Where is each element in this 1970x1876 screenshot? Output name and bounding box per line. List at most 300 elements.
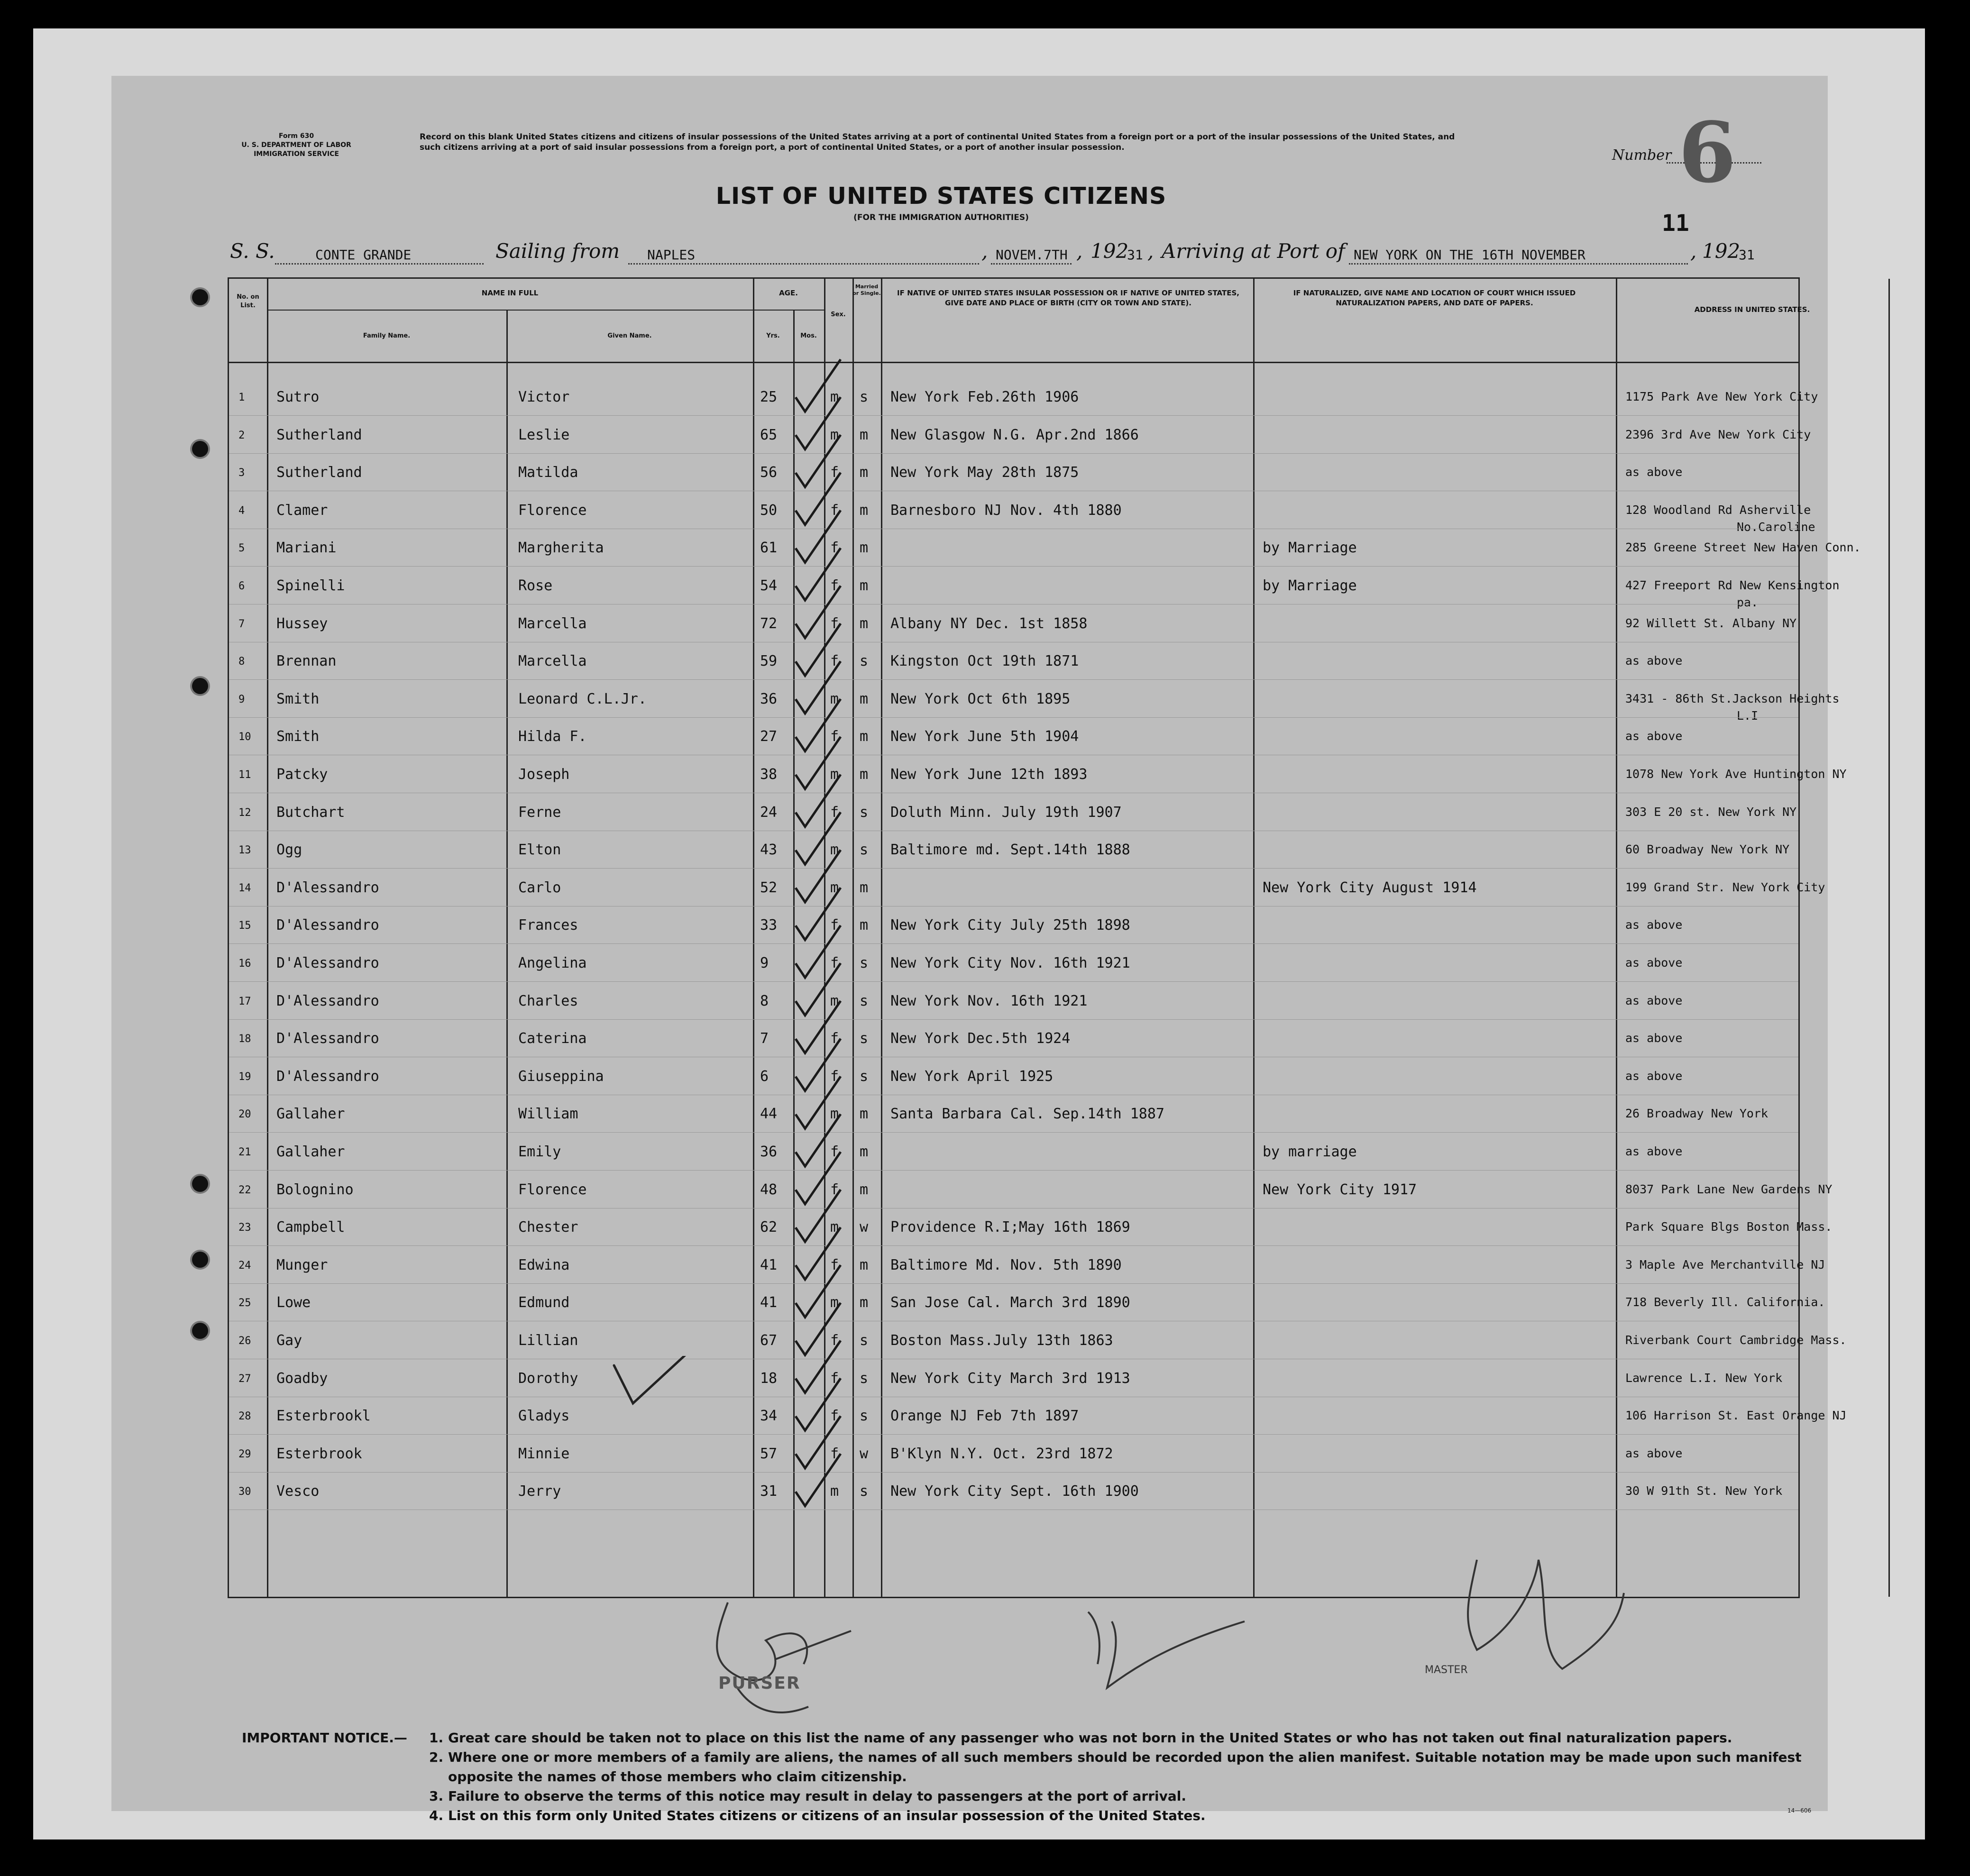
- given-name: Charles: [518, 992, 578, 1009]
- punch-hole: [192, 1252, 208, 1268]
- punch-hole: [192, 678, 208, 694]
- given-name: Ferne: [518, 804, 561, 821]
- given-name: Gladys: [518, 1408, 570, 1425]
- age-years: 41: [760, 1256, 778, 1273]
- year2-prefix: 192: [1702, 239, 1741, 263]
- age-years: 59: [760, 653, 778, 670]
- given-name: Marcella: [518, 615, 587, 632]
- row-number: 18: [238, 1033, 251, 1045]
- age-years: 61: [760, 540, 778, 557]
- age-years: 25: [760, 389, 778, 405]
- table-row: [229, 1171, 1833, 1209]
- address-line-2: L.I: [1737, 708, 1759, 723]
- sex: f: [830, 1445, 839, 1462]
- table-row: [229, 831, 1798, 869]
- notice-text: Where one or more members of a family are aliens, the names of all such members should be recorded upon the alien manifest. Suitable notation may be made upon such manifest opposite the names of those members who claim citizenship.: [448, 1749, 1802, 1784]
- marital-status: m: [860, 690, 869, 707]
- age-years: 33: [760, 917, 778, 934]
- form-number: Form 630: [278, 132, 314, 140]
- birth-place-date: Albany NY Dec. 1st 1858: [890, 615, 1088, 632]
- notice-text: Failure to observe the terms of this notice may result in delay to passengers at the port of arrival.: [448, 1788, 1187, 1804]
- row-number: 10: [238, 731, 251, 743]
- row-number: 25: [238, 1297, 251, 1309]
- age-years: 72: [760, 615, 778, 632]
- age-years: 24: [760, 804, 778, 821]
- row-number: 13: [238, 844, 251, 857]
- given-name: Edmund: [518, 1294, 570, 1311]
- address: 92 Willett St. Albany NY: [1625, 616, 1797, 630]
- birth-place-date: Baltimore md. Sept.14th 1888: [890, 842, 1130, 859]
- sex: f: [830, 1256, 839, 1273]
- table-row: [229, 982, 1798, 1020]
- marital-status: m: [860, 879, 869, 896]
- sex: m: [830, 1219, 839, 1236]
- purser-stamp: PURSER: [718, 1674, 801, 1693]
- table-row: [229, 1058, 1798, 1096]
- address: as above: [1625, 1144, 1683, 1158]
- address: Riverbank Court Cambridge Mass.: [1625, 1333, 1847, 1347]
- sex: f: [830, 1408, 839, 1425]
- sex: f: [830, 653, 839, 670]
- family-name: Sutro: [276, 389, 320, 405]
- address: 1078 New York Ave Huntington NY: [1625, 767, 1847, 781]
- row-number: 4: [238, 504, 245, 517]
- address: as above: [1625, 1446, 1683, 1460]
- age-years: 6: [760, 1068, 769, 1085]
- age-years: 48: [760, 1181, 778, 1198]
- birth-place-date: New York Feb.26th 1906: [890, 389, 1079, 405]
- marital-status: m: [860, 917, 869, 934]
- marital-status: m: [860, 615, 869, 632]
- address: as above: [1625, 1031, 1683, 1045]
- header-given-name: Given Name.: [607, 332, 652, 339]
- sex: f: [830, 1030, 839, 1047]
- given-name: Frances: [518, 917, 578, 934]
- table-row: [229, 454, 1798, 492]
- family-name: Butchart: [276, 804, 345, 821]
- header-address: ADDRESS IN UNITED STATES.: [1694, 305, 1810, 314]
- birth-place-date: New York City July 25th 1898: [890, 917, 1130, 934]
- given-name: Emily: [518, 1144, 561, 1160]
- marital-status: s: [860, 1332, 869, 1349]
- notice-text: List on this form only United States citizens or citizens of an insular possession of the United States.: [448, 1808, 1206, 1823]
- given-name: Matilda: [518, 464, 578, 481]
- row-number: 8: [238, 656, 245, 668]
- row-number: 29: [238, 1448, 251, 1460]
- ship-underline: [275, 263, 484, 265]
- header-yrs: Yrs.: [766, 332, 780, 339]
- address: as above: [1625, 993, 1683, 1007]
- given-name: Joseph: [518, 766, 570, 783]
- address: 427 Freeport Rd New Kensington: [1625, 578, 1840, 592]
- marital-status: s: [860, 1408, 869, 1425]
- age-years: 67: [760, 1332, 778, 1349]
- address: 3431 - 86th St.Jackson Heights: [1625, 691, 1840, 705]
- age-years: 54: [760, 577, 778, 594]
- given-name: Leslie: [518, 426, 570, 443]
- family-name: Brennan: [276, 653, 337, 670]
- service-name: IMMIGRATION SERVICE: [254, 150, 339, 158]
- address: as above: [1625, 654, 1683, 668]
- table-row: [229, 756, 1847, 794]
- table-row: [229, 906, 1798, 944]
- family-name: Smith: [276, 728, 320, 745]
- table-row: [229, 605, 1798, 643]
- table-row: [229, 1095, 1798, 1133]
- family-name: Gallaher: [276, 1106, 345, 1123]
- given-name: Dorothy: [518, 1370, 578, 1387]
- address: as above: [1625, 918, 1683, 932]
- address: Park Square Blgs Boston Mass.: [1625, 1220, 1833, 1234]
- marital-status: s: [860, 804, 869, 821]
- sex: m: [830, 992, 839, 1009]
- age-years: 41: [760, 1294, 778, 1311]
- given-name: Florence: [518, 502, 587, 519]
- given-name: Elton: [518, 842, 561, 859]
- given-name: Florence: [518, 1181, 587, 1198]
- table-row: [229, 718, 1798, 756]
- row-number: 22: [238, 1184, 251, 1196]
- age-years: 7: [760, 1030, 769, 1047]
- age-years: 38: [760, 766, 778, 783]
- marital-status: m: [860, 1181, 869, 1198]
- header-sex: Sex.: [831, 311, 846, 318]
- birth-place-date: New York City Sept. 16th 1900: [890, 1483, 1139, 1500]
- sex: m: [830, 879, 839, 896]
- birth-place-date: B'Klyn N.Y. Oct. 23rd 1872: [890, 1445, 1113, 1462]
- age-years: 44: [760, 1106, 778, 1123]
- voyage-line: [230, 239, 1828, 268]
- page-subtitle: (FOR THE IMMIGRATION AUTHORITIES): [853, 213, 1029, 222]
- table-row: [229, 1284, 1825, 1322]
- given-name: Angelina: [518, 955, 587, 971]
- year-prefix: 192: [1090, 239, 1129, 263]
- marital-status: s: [860, 955, 869, 971]
- birth-place-date: New York April 1925: [890, 1068, 1054, 1085]
- given-name: Edwina: [518, 1256, 570, 1273]
- given-name: William: [518, 1106, 578, 1123]
- family-name: D'Alessandro: [276, 992, 379, 1009]
- address: 285 Greene Street New Haven Conn.: [1625, 540, 1861, 555]
- family-name: Mariani: [276, 540, 337, 557]
- punch-hole: [192, 1323, 208, 1339]
- header-family-name: Family Name.: [363, 332, 411, 339]
- age-years: 27: [760, 728, 778, 745]
- table-row: [229, 1208, 1833, 1246]
- family-name: Gay: [276, 1332, 302, 1349]
- form-code: 14—606: [1787, 1807, 1812, 1814]
- row-number: 19: [238, 1071, 251, 1083]
- header-age: AGE.: [779, 289, 798, 297]
- table-row: [229, 1133, 1798, 1171]
- family-name: Sutherland: [276, 464, 362, 481]
- family-name: Campbell: [276, 1219, 345, 1236]
- punch-hole: [192, 1176, 208, 1192]
- form-identifier: [220, 132, 372, 159]
- birth-place-date: San Jose Cal. March 3rd 1890: [890, 1294, 1130, 1311]
- notice-lead: IMPORTANT NOTICE.—: [242, 1730, 407, 1746]
- sex: f: [830, 1144, 839, 1160]
- header-no-on-list: No. on List.: [237, 293, 259, 309]
- year2-suffix: 31: [1739, 247, 1755, 263]
- naturalization: New York City 1917: [1263, 1181, 1417, 1198]
- address: 718 Beverly Ill. California.: [1625, 1295, 1825, 1309]
- birth-place-date: Kingston Oct 19th 1871: [890, 653, 1079, 670]
- port-from-underline: [628, 263, 979, 265]
- sex: f: [830, 540, 839, 557]
- table-row: [229, 1322, 1847, 1360]
- notice-text: Great care should be taken not to place on this list the name of any passenger who was not born in the United States or who has not taken out final naturalization papers.: [448, 1730, 1732, 1746]
- port-to: NEW YORK ON THE 16TH NOVEMBER: [1354, 247, 1585, 263]
- row-number: 9: [238, 693, 245, 705]
- given-name: Leonard C.L.Jr.: [518, 690, 647, 707]
- birth-place-date: New York Nov. 16th 1921: [890, 992, 1088, 1009]
- notice-number: 3.: [429, 1788, 444, 1804]
- notice-number: 2.: [429, 1749, 444, 1765]
- overtyped-year: 11: [1662, 210, 1689, 237]
- age-years: 9: [760, 955, 769, 971]
- master-label: MASTER: [1425, 1664, 1468, 1676]
- marital-status: m: [860, 728, 869, 745]
- row-number: 20: [238, 1108, 251, 1121]
- address: 8037 Park Lane New Gardens NY: [1625, 1182, 1833, 1196]
- notice-items: [429, 1728, 1828, 1825]
- table-row: [229, 378, 1818, 416]
- address: 60 Broadway New York NY: [1625, 842, 1790, 857]
- marital-status: s: [860, 1483, 869, 1500]
- sail-date: NOVEM.7TH: [996, 247, 1068, 263]
- table-row: [229, 1020, 1798, 1058]
- row-number: 26: [238, 1335, 251, 1347]
- given-name: Jerry: [518, 1483, 561, 1500]
- given-name: Chester: [518, 1219, 578, 1236]
- given-name: Lillian: [518, 1332, 578, 1349]
- sex: f: [830, 1332, 839, 1349]
- row-number: 15: [238, 920, 251, 932]
- punch-hole: [192, 441, 208, 457]
- header-married-single: Married or Single.: [852, 284, 881, 296]
- birth-place-date: New York June 5th 1904: [890, 728, 1079, 745]
- marital-status: s: [860, 389, 869, 405]
- marital-status: w: [860, 1445, 869, 1462]
- marital-status: m: [860, 577, 869, 594]
- address: as above: [1625, 465, 1683, 479]
- address: 199 Grand Str. New York City: [1625, 880, 1825, 894]
- row-number: 3: [238, 467, 245, 479]
- age-years: 36: [760, 690, 778, 707]
- sex: f: [830, 1181, 839, 1198]
- age-years: 34: [760, 1408, 778, 1425]
- family-name: D'Alessandro: [276, 1030, 379, 1047]
- given-name: Hilda F.: [518, 728, 587, 745]
- sex: m: [830, 426, 839, 443]
- marital-status: m: [860, 1256, 869, 1273]
- birth-place-date: New York City Nov. 16th 1921: [890, 955, 1130, 971]
- page-title: LIST OF UNITED STATES CITIZENS: [715, 183, 1167, 210]
- table-row: [229, 567, 1840, 609]
- port-from: NAPLES: [647, 247, 696, 263]
- age-years: 62: [760, 1219, 778, 1236]
- naturalization: by Marriage: [1263, 577, 1357, 594]
- row-number: 5: [238, 542, 245, 555]
- naturalization: by marriage: [1263, 1144, 1357, 1160]
- marital-status: m: [860, 426, 869, 443]
- family-name: Sutherland: [276, 426, 362, 443]
- family-name: Vesco: [276, 1483, 320, 1500]
- family-name: Bolognino: [276, 1181, 354, 1198]
- sex: m: [830, 766, 839, 783]
- department-name: U. S. DEPARTMENT OF LABOR: [241, 141, 351, 149]
- address: 26 Broadway New York: [1625, 1107, 1768, 1121]
- arriving-label: Arriving at Port of: [1162, 239, 1345, 263]
- family-name: D'Alessandro: [276, 1068, 379, 1085]
- number-label: Number: [1612, 147, 1672, 164]
- table-row: [229, 1246, 1825, 1284]
- family-name: Hussey: [276, 615, 328, 632]
- address: 30 W 91th St. New York: [1625, 1484, 1783, 1498]
- comma: ,: [1147, 239, 1154, 263]
- row-number: 21: [238, 1146, 251, 1158]
- sex: f: [830, 615, 839, 632]
- address: 1175 Park Ave New York City: [1625, 390, 1818, 403]
- notice-number: 1.: [429, 1730, 444, 1746]
- family-name: D'Alessandro: [276, 955, 379, 971]
- row-number: 23: [238, 1222, 251, 1234]
- family-name: Esterbrook: [276, 1445, 362, 1462]
- family-name: Ogg: [276, 842, 302, 859]
- sex: f: [830, 1068, 839, 1085]
- given-name: Margherita: [518, 540, 604, 557]
- column-rule: [1888, 279, 1890, 1597]
- sex: f: [830, 728, 839, 745]
- row-number: 17: [238, 995, 251, 1007]
- birth-place-date: Baltimore Md. Nov. 5th 1890: [890, 1256, 1122, 1273]
- family-name: Patcky: [276, 766, 328, 783]
- birth-place-date: Providence R.I;May 16th 1869: [890, 1219, 1130, 1236]
- row-number: 2: [238, 429, 245, 441]
- form-preamble: Record on this blank United States citizens and citizens of insular possessions of the United States arriving at a port of continental United States from a foreign port or a port of the insular possessions of the United States, and such citizens arriving at a port of said insular possessions from a foreign port, a port of continental United States, or a port of another insular possession.: [420, 132, 1455, 152]
- given-name: Minnie: [518, 1445, 570, 1462]
- birth-place-date: New York Dec.5th 1924: [890, 1030, 1071, 1047]
- table-row: [229, 416, 1811, 454]
- sailing-label: Sailing from: [495, 239, 620, 263]
- sex: f: [830, 955, 839, 971]
- address-line-2: No.Caroline: [1737, 520, 1815, 534]
- given-name: Giuseppina: [518, 1068, 604, 1085]
- family-name: Gallaher: [276, 1144, 345, 1160]
- table-row: [229, 492, 1815, 534]
- family-name: Lowe: [276, 1294, 311, 1311]
- row-number: 30: [238, 1486, 251, 1498]
- birth-place-date: New York May 28th 1875: [890, 464, 1079, 481]
- table-row: [229, 944, 1798, 982]
- row-number: 12: [238, 806, 251, 819]
- marital-status: m: [860, 1106, 869, 1123]
- marital-status: m: [860, 1294, 869, 1311]
- header-naturalized: IF NATURALIZED, GIVE NAME AND LOCATION OF COURT WHICH ISSUED NATURALIZATION PAPERS, AND DATE OF PAPERS.: [1293, 289, 1576, 307]
- age-years: 50: [760, 502, 778, 519]
- comma: ,: [1690, 239, 1697, 263]
- row-number: 14: [238, 882, 251, 894]
- age-years: 8: [760, 992, 769, 1009]
- marital-status: s: [860, 1068, 869, 1085]
- sex: f: [830, 502, 839, 519]
- table-row: [229, 680, 1840, 723]
- row-number: 24: [238, 1259, 251, 1272]
- notice-item: [429, 1786, 1828, 1806]
- family-name: Munger: [276, 1256, 328, 1273]
- address: 2396 3rd Ave New York City: [1625, 427, 1811, 441]
- marital-status: s: [860, 1030, 869, 1047]
- row-number: 11: [238, 769, 251, 781]
- birth-place-date: Santa Barbara Cal. Sep.14th 1887: [890, 1106, 1164, 1123]
- marital-status: m: [860, 502, 869, 519]
- row-number: 27: [238, 1373, 251, 1385]
- marital-status: s: [860, 653, 869, 670]
- age-years: 31: [760, 1483, 778, 1500]
- sex: m: [830, 842, 839, 859]
- table-row: [229, 794, 1798, 832]
- ship-name: CONTE GRANDE: [315, 247, 412, 263]
- family-name: Goadby: [276, 1370, 328, 1387]
- marital-status: s: [860, 1370, 869, 1387]
- notice-item: [429, 1728, 1828, 1748]
- manifest-page: [111, 76, 1861, 1823]
- family-name: Esterbrookl: [276, 1408, 371, 1425]
- age-years: 36: [760, 1144, 778, 1160]
- given-name: Marcella: [518, 653, 587, 670]
- address-line-2: pa.: [1737, 595, 1759, 609]
- given-name: Rose: [518, 577, 553, 594]
- family-name: D'Alessandro: [276, 917, 379, 934]
- table-row: [229, 529, 1861, 567]
- header-rule: [267, 310, 753, 311]
- notice-item: [429, 1748, 1828, 1786]
- row-number: 16: [238, 958, 251, 970]
- address: 128 Woodland Rd Asherville: [1625, 503, 1811, 517]
- notice-item: [429, 1806, 1828, 1825]
- header-rule: [753, 310, 824, 311]
- header-birth: IF NATIVE OF UNITED STATES INSULAR POSSESSION OR IF NATIVE OF UNITED STATES, GIVE DATE AND PLACE OF BIRTH (CITY OR TOWN AND STATE).: [897, 289, 1239, 307]
- row-number: 7: [238, 618, 245, 630]
- age-years: 18: [760, 1370, 778, 1387]
- address: 303 E 20 st. New York NY: [1625, 805, 1797, 819]
- header-name-in-full: NAME IN FULL: [481, 289, 539, 297]
- handwritten-annotations: [586, 1356, 1676, 1783]
- marital-status: m: [860, 1144, 869, 1160]
- comma: ,: [981, 239, 988, 263]
- birth-place-date: Boston Mass.July 13th 1863: [890, 1332, 1113, 1349]
- marital-status: m: [860, 540, 869, 557]
- port-to-underline: [1349, 263, 1688, 265]
- table-row: [229, 642, 1798, 680]
- birth-place-date: New York Oct 6th 1895: [890, 690, 1071, 707]
- birth-place-date: Orange NJ Feb 7th 1897: [890, 1408, 1079, 1425]
- year-suffix: 31: [1127, 247, 1143, 263]
- sex: f: [830, 577, 839, 594]
- row-number: 6: [238, 580, 245, 592]
- address: as above: [1625, 729, 1683, 743]
- address: as above: [1625, 956, 1683, 970]
- header-mos: Mos.: [800, 332, 817, 339]
- age-years: 65: [760, 426, 778, 443]
- birth-place-date: New York City March 3rd 1913: [890, 1370, 1130, 1387]
- ss-label: S. S.: [230, 239, 275, 263]
- sex: f: [830, 917, 839, 934]
- sail-date-underline: [991, 263, 1072, 265]
- age-years: 43: [760, 842, 778, 859]
- comma: ,: [1076, 239, 1083, 263]
